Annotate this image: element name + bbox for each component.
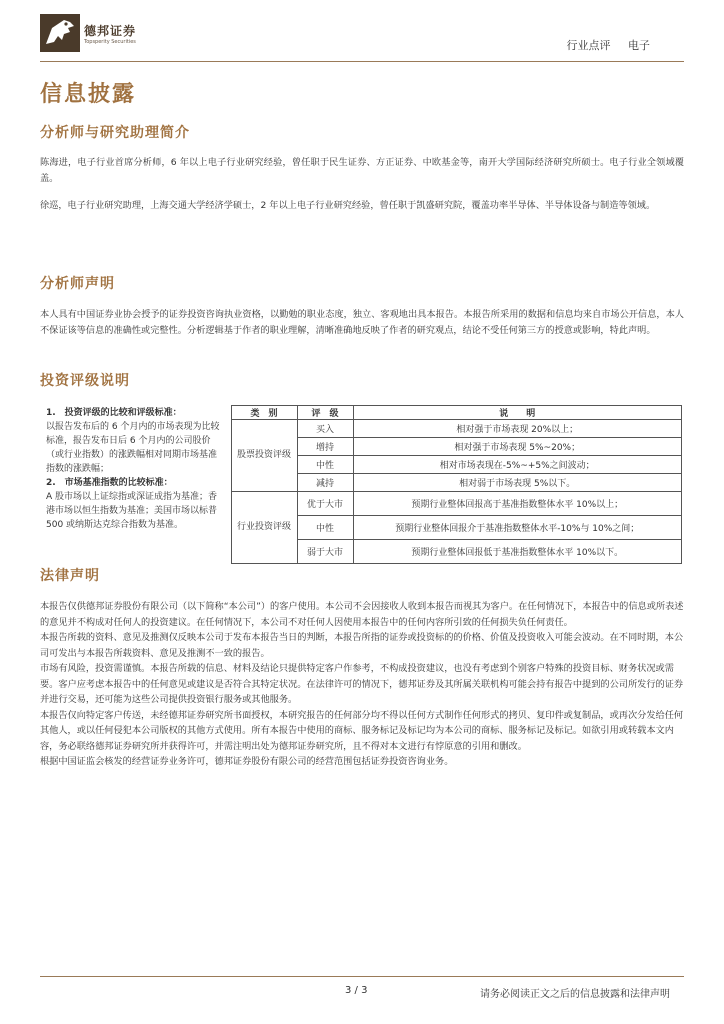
logo-mark-icon [40, 14, 80, 52]
legal-paragraph: 根据中国证监会核发的经营证券业务许可，德邦证券股份有限公司的经营范围包括证券投资咨询业务。 [40, 756, 454, 767]
rating-header-row [42, 406, 682, 420]
rating-desc: 相对弱于市场表现 5%以下。 [353, 474, 682, 492]
rating-desc: 预期行业整体回报高于基准指数整体水平 10%以上； [353, 492, 682, 516]
rating-criteria-text [42, 406, 231, 564]
rating-level: 中性 [297, 456, 353, 474]
rating-level: 优于大市 [297, 492, 353, 516]
page-header [40, 10, 684, 62]
rating-level: 弱于大市 [297, 540, 353, 564]
rating-table [42, 405, 682, 564]
legal-heading: 法律声明 [40, 568, 100, 584]
page-title: 信息披露 [40, 82, 137, 107]
criteria-1-title: 1. 投资评级的比较和评级标准： [46, 407, 182, 418]
logo-en-text: Topsperity Securities [84, 39, 136, 45]
col-desc: 说 明 [353, 406, 682, 420]
rating-desc: 相对市场表现在-5%~+5%之间波动； [353, 456, 682, 474]
page-number: 3 / 3 [345, 985, 368, 996]
statement-heading: 分析师声明 [40, 276, 115, 292]
footer-note: 请务必阅读正文之后的信息披露和法律声明 [480, 989, 670, 1000]
rating-desc: 相对强于市场表现 5%~20%； [353, 438, 682, 456]
criteria-1-text: 以报告发布后的 6 个月内的市场表现为比较标准，报告发布日后 6 个月内的公司股价（或行业指数）的涨跌幅相对同期市场基准指数的涨跌幅； [46, 421, 220, 474]
rating-level: 买入 [297, 420, 353, 438]
legal-paragraph: 本报告仅向特定客户传送，未经德邦证券研究所书面授权，本研究报告的任何部分均不得以任何方式制作任何形式的拷贝、复印件或复制品，或再次分发给任何其他人，或以任何侵犯本公司版权的其他方式使用。所有本报告中使用的商标、服务标记及标记均为本公司的商标、服务标记及标记。如欲引用或转载本文内容，务必联络德邦证券研究所并获得许可，并需注明出处为德邦证券研究所，且不得对本文进行有悖原意的引用和删改。 [40, 709, 684, 752]
report-sector: 电子 [628, 39, 650, 52]
company-logo [40, 14, 175, 54]
logo-cn-text: 德邦证券 [84, 24, 137, 38]
rating-desc: 预期行业整体回报介于基准指数整体水平-10%与 10%之间； [353, 516, 682, 540]
legal-paragraph: 市场有风险，投资需谨慎。本报告所载的信息、材料及结论只提供特定客户作参考，不构成投资建议，也没有考虑到个别客户特殊的投资目标、财务状况或需要。客户应考虑本报告中的任何意见或建议是否符合其特定状况。在法律许可的情况下，德邦证券及其所属关联机构可能会持有报告中提到的公司所发行的证券并进行交易，还可能为这些公司提供投资银行服务或其他服务。 [40, 663, 684, 705]
legal-paragraph: 本报告所载的资料、意见及推测仅反映本公司于发布本报告当日的判断，本报告所指的证券或投资标的的价格、价值及投资收入可能会波动。在不同时期，本公司可发出与本报告所载资料、意见及推测不一致的报告。 [40, 632, 684, 659]
statement-text: 本人具有中国证券业协会授予的证券投资咨询执业资格，以勤勉的职业态度，独立、客观地出具本报告。本报告所采用的数据和信息均来自市场公开信息，本人不保证该等信息的准确性或完整性。分析逻辑基于作者的职业理解，清晰准确地反映了作者的研究观点，结论不受任何第三方的授意或影响，特此声明。 [40, 309, 684, 336]
col-category: 类 别 [231, 406, 297, 420]
col-level: 评 级 [297, 406, 353, 420]
analyst-bio-2: 徐巡，电子行业研究助理，上海交通大学经济学硕士，2 年以上电子行业研究经验，曾任职于凯盛研究院，覆盖功率半导体、半导体设备与制造等领域。 [40, 200, 656, 211]
criteria-2-title: 2. 市场基准指数的比较标准： [46, 477, 173, 488]
industry-rating-group: 行业投资评级 [231, 492, 297, 564]
page-footer [40, 976, 684, 1004]
criteria-2-text: A 股市场以上证综指或深证成指为基准；香港市场以恒生指数为基准；美国市场以标普 500 或纳斯达克综合指数为基准。 [46, 491, 218, 530]
rating-desc: 相对强于市场表现 20%以上； [353, 420, 682, 438]
rating-level: 中性 [297, 516, 353, 540]
stock-rating-group: 股票投资评级 [231, 420, 297, 492]
analysts-heading: 分析师与研究助理简介 [40, 125, 190, 141]
rating-level: 增持 [297, 438, 353, 456]
rating-level: 减持 [297, 474, 353, 492]
analyst-bio-1: 陈海进，电子行业首席分析师，6 年以上电子行业研究经验，曾任职于民生证券、方正证券、中欧基金等，南开大学国际经济研究所硕士。电子行业全领域覆盖。 [40, 157, 684, 184]
rating-desc: 预期行业整体回报低于基准指数整体水平 10%以下。 [353, 540, 682, 564]
legal-paragraph: 本报告仅供德邦证券股份有限公司（以下简称“本公司”）的客户使用。本公司不会因接收人收到本报告而视其为客户。在任何情况下，本报告中的信息或所表述的意见并不构成对任何人的投资建议。在任何情况下，本公司不对任何人因使用本报告中的任何内容所引致的任何损失负任何责任。 [40, 601, 684, 628]
rating-heading: 投资评级说明 [40, 373, 130, 389]
legal-text [40, 599, 684, 770]
report-category: 行业点评 [566, 39, 611, 52]
header-tags [553, 37, 651, 53]
